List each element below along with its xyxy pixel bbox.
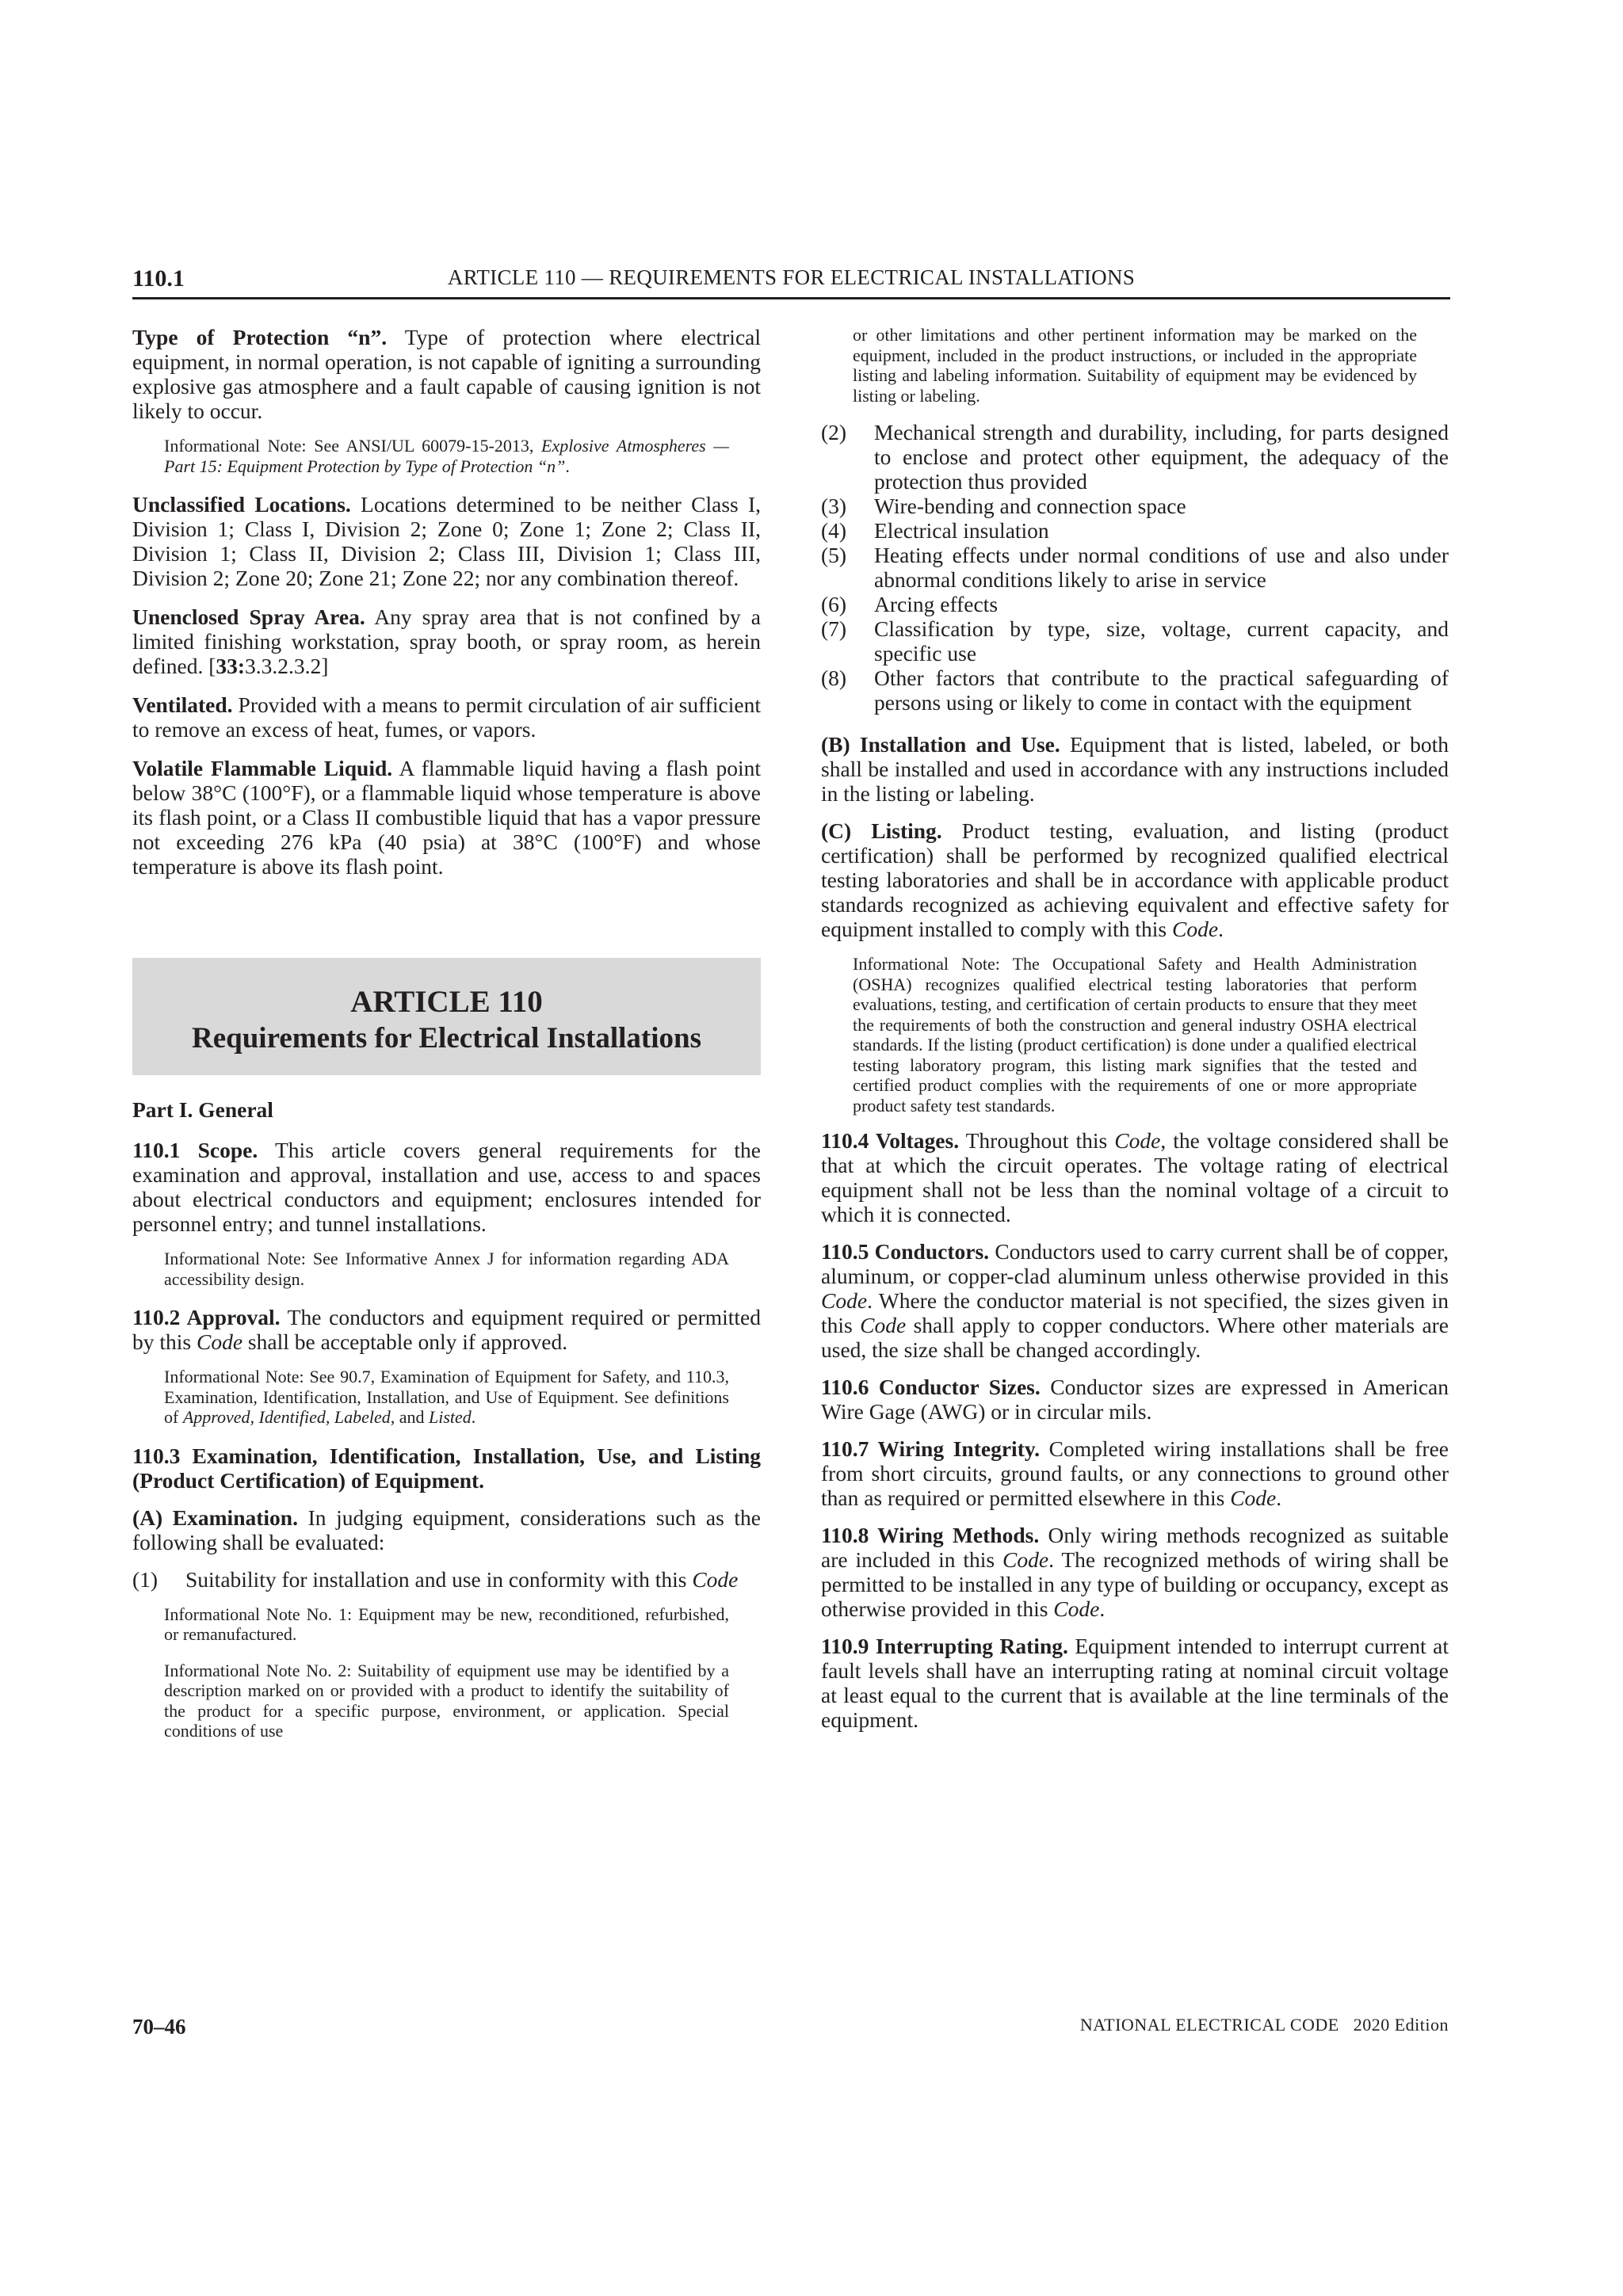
header-running-title: ARTICLE 110 — REQUIREMENTS FOR ELECTRICAL INSTALLATIONS [447,265,1136,289]
list-item-number: (7) [821,616,847,641]
section-term: 110.5 Conductors. [821,1239,990,1264]
definition-text: A flammable liquid having a flash point below 38°C (100°F), or a flammable liquid whose temperature is above its flash point, or a Class II combustible liquid that has a vapor pressure not exceeding 276 kPa (40 psia) at 38°C (100°F) and whose temperature is above its flash point. [132,756,761,879]
list-item-text: Other factors that contribute to the practical safeguarding of persons using or likely to come in contact with the equipment [874,666,1449,715]
reference-rest: 3.3.2.3.2] [245,654,329,678]
page-number: 70–46 [132,2015,186,2039]
note-text: Informational Note: See ANSI/UL 60079-15-2013, [164,436,542,456]
code-reference: Code [1002,1547,1049,1572]
section-text: Product testing, evaluation, and listing (product certification) shall be performed by recognized qualified electrical testing laboratories and shall be in accordance with applicable product standards recognized as achieving equivalent and effective safety for equipment installed to comply with this [821,818,1449,941]
section-text: In judging equipment, considerations such as the following shall be evaluated: [132,1505,761,1554]
list-item-number: (1) [132,1566,158,1592]
section-end: . [1099,1596,1106,1621]
list-item [821,666,1449,715]
section-term: 110.6 Conductor Sizes. [821,1375,1041,1399]
section-110-9 [821,1634,1449,1732]
right-column [821,325,1449,1745]
list-item [821,420,1449,494]
section-text: Equipment intended to interrupt current at fault levels shall have an interrupting rating at nominal circuit voltage at least equal to the current that is available at the line terminals of the equipment. [821,1634,1449,1732]
definition-term: Ventilated. [132,692,233,717]
code-reference: Code [1230,1486,1277,1510]
list-item-text: Mechanical strength and durability, including, for parts designed to enclose and protect other equipment, the adequacy of the protection thus provided [874,420,1449,494]
section-110-3-a [132,1505,761,1554]
examination-list [821,420,1449,715]
part-heading: Part I. General [132,1097,273,1122]
informational-note: Informational Note: See Informative Annex J for information regarding ADA accessibility design. [164,1249,729,1289]
page-header [132,265,1450,299]
header-section-number: 110.1 [132,265,185,292]
section-text: . Where the conductor material is not specified, the sizes given in this [821,1288,1449,1337]
section-110-7 [821,1436,1449,1510]
list-item [821,616,1449,666]
section-text: Conductor sizes are expressed in American Wire Gage (AWG) or in circular mils. [821,1375,1449,1424]
section-110-8 [821,1523,1449,1621]
list-item-text: Arcing effects [874,592,999,616]
informational-note [164,1367,729,1428]
article-title: Requirements for Electrical Installations [192,1022,701,1055]
code-reference: Code [860,1313,907,1337]
section-110-3-b [821,732,1449,806]
note-end: . [565,456,570,476]
section-text: , the voltage considered shall be that at which the circuit operates. The voltage rating of electrical equipment shall not be less than the nominal voltage of a circuit to which it is connected. [821,1128,1449,1226]
definition-unenclosed-spray-area [132,605,761,678]
article-title-box [132,958,761,1075]
list-item-text: Wire-bending and connection space [874,494,1186,518]
section-term: 110.7 Wiring Integrity. [821,1436,1040,1461]
section-text: The conductors and equipment required or permitted by this [132,1305,761,1354]
section-end: . [1218,917,1224,941]
section-term: 110.8 Wiring Methods. [821,1523,1040,1547]
list-item-number: (4) [821,518,847,543]
list-item [821,494,1449,518]
code-reference: Code [1114,1128,1161,1153]
code-reference: Code [1172,917,1219,941]
list-item-text: Classification by type, size, voltage, current capacity, and specific use [874,616,1449,666]
section-text: Completed wiring installations shall be free from short circuits, ground faults, or any connections to ground other than as required or permitted elsewhere in this [821,1436,1449,1510]
definition-term: Unclassified Locations. [132,492,351,517]
section-110-3-heading: 110.3 Examination, Identification, Installation, Use, and Listing (Product Certification) of Equipment. [132,1443,761,1493]
section-text: shall be acceptable only if approved. [242,1329,568,1354]
section-text: shall apply to copper conductors. Where other materials are used, the size shall be changed accordingly. [821,1313,1449,1362]
section-110-5 [821,1239,1449,1362]
section-110-2 [132,1305,761,1354]
article-number: ARTICLE 110 [350,985,543,1019]
definition-volatile-flammable-liquid [132,756,761,879]
list-item [821,518,1449,543]
section-term: (B) Installation and Use. [821,732,1060,757]
section-term: (C) Listing. [821,818,942,843]
section-text: Conductors used to carry current shall be of copper, aluminum, or copper-clad aluminum unless otherwise provided in this [821,1239,1449,1288]
reference-bold: 33: [216,654,246,678]
definition-text: Locations determined to be neither Class I, Division 1; Class I, Division 2; Zone 0; Zone 1; Zone 2; Class II, Division 1; Class II, Division 2; Class III, Division 1; Class III, Division 2; Zone 20; Zone 21; Zone 22; nor any combination thereof. [132,492,761,590]
definition-text: Provided with a means to permit circulation of air sufficient to remove an excess of heat, fumes, or vapors. [132,692,761,742]
note-terms: Listed [429,1407,472,1427]
note-terms: Approved, Identified, Labeled, [182,1407,395,1427]
definition-text: Type of protection where electrical equipment, in normal operation, is not capable of igniting a surrounding explosive gas atmosphere and a fault capable of causing ignition is not likely to occur. [132,325,761,423]
code-reference: Code [821,1288,868,1313]
section-110-4 [821,1128,1449,1226]
informational-note: Informational Note No. 1: Equipment may be new, reconditioned, refurbished, or remanufactured. [164,1604,729,1644]
code-reference: Code [196,1329,243,1354]
section-text: . The recognized methods of wiring shall be permitted to be installed in any type of building or occupancy, except as otherwise provided in this [821,1547,1449,1621]
left-column [132,325,761,1757]
definition-term: Type of Protection “n”. [132,325,388,349]
note-citation: Explosive Atmospheres — Part 15: Equipment Protection by Type of Protection “n” [164,436,729,476]
code-reference: Code [1053,1596,1100,1621]
section-end: . [1276,1486,1282,1510]
note-end: . [471,1407,476,1427]
informational-note: Informational Note No. 2: Suitability of equipment use may be identified by a description marked on or provided with a product to identify the suitability of the product for a specific purpose, environment, or application. Special conditions of use [164,1660,729,1741]
edition-footer: NATIONAL ELECTRICAL CODE 2020 Edition [1079,2015,1449,2035]
list-item-text: Heating effects under normal conditions of use and also under abnormal conditions likely to arise in service [874,543,1449,592]
definition-term: Volatile Flammable Liquid. [132,756,393,780]
list-item-number: (8) [821,666,847,690]
code-reference: Code [692,1566,739,1592]
definition-unclassified-locations [132,492,761,590]
section-110-1 [132,1138,761,1236]
section-text: Equipment that is listed, labeled, or both shall be installed and used in accordance with any instructions included in the listing or labeling. [821,732,1449,806]
list-item [132,1567,761,1592]
note-text: and [395,1407,429,1427]
list-item-text: Suitability for installation and use in conformity with this [185,1566,693,1592]
list-item-number: (6) [821,592,847,616]
informational-note [164,436,729,476]
section-term: (A) Examination. [132,1505,298,1530]
list-item-text: Electrical insulation [874,518,1049,543]
section-term: 110.1 Scope. [132,1138,258,1162]
list-item-number: (5) [821,543,847,567]
section-110-3-c [821,818,1449,941]
definition-type-of-protection [132,325,761,423]
definition-term: Unenclosed Spray Area. [132,605,365,629]
definition-text: Any spray area that is not confined by a limited finishing workstation, spray booth, or spray room, as herein defined. [ [132,605,761,678]
list-item [821,592,1449,616]
section-text: Only wiring methods recognized as suitable are included in this [821,1523,1449,1572]
section-text: Throughout this [959,1128,1115,1153]
list-item-number: (3) [821,494,847,518]
informational-note: Informational Note: The Occupational Safety and Health Administration (OSHA) recognizes qualified electrical testing laboratories that perform evaluations, testing, and certification of certain products to ensure that they meet the requirements of both the construction and general industry OSHA electrical standards. If the listing (product certification) is done under a qualified electrical testing laboratory program, this listing mark signifies that the tested and certified product complies with the requirements of one or more appropriate product safety test standards. [853,954,1417,1116]
section-text: This article covers general requirements for the examination and approval, installation and use, access to and spaces about electrical conductors and equipment; enclosures intended for personnel entry; and tunnel installations. [132,1138,762,1236]
section-term: 110.2 Approval. [132,1305,281,1329]
note-text: Informational Note: See 90.7, Examination of Equipment for Safety, and 110.3, Examination, Identification, Installation, and Use of Equipment. See definitions of [164,1367,729,1427]
section-110-6 [821,1375,1449,1424]
informational-note-continued: or other limitations and other pertinent information may be marked on the equipment, included in the product instructions, or included in the appropriate listing and labeling information. Suitability of equipment may be evidenced by listing or labeling. [853,325,1417,406]
section-term: 110.9 Interrupting Rating. [821,1634,1068,1658]
list-item-number: (2) [821,420,847,444]
section-term: 110.4 Voltages. [821,1128,960,1153]
list-item [821,543,1449,592]
definition-ventilated [132,692,761,742]
